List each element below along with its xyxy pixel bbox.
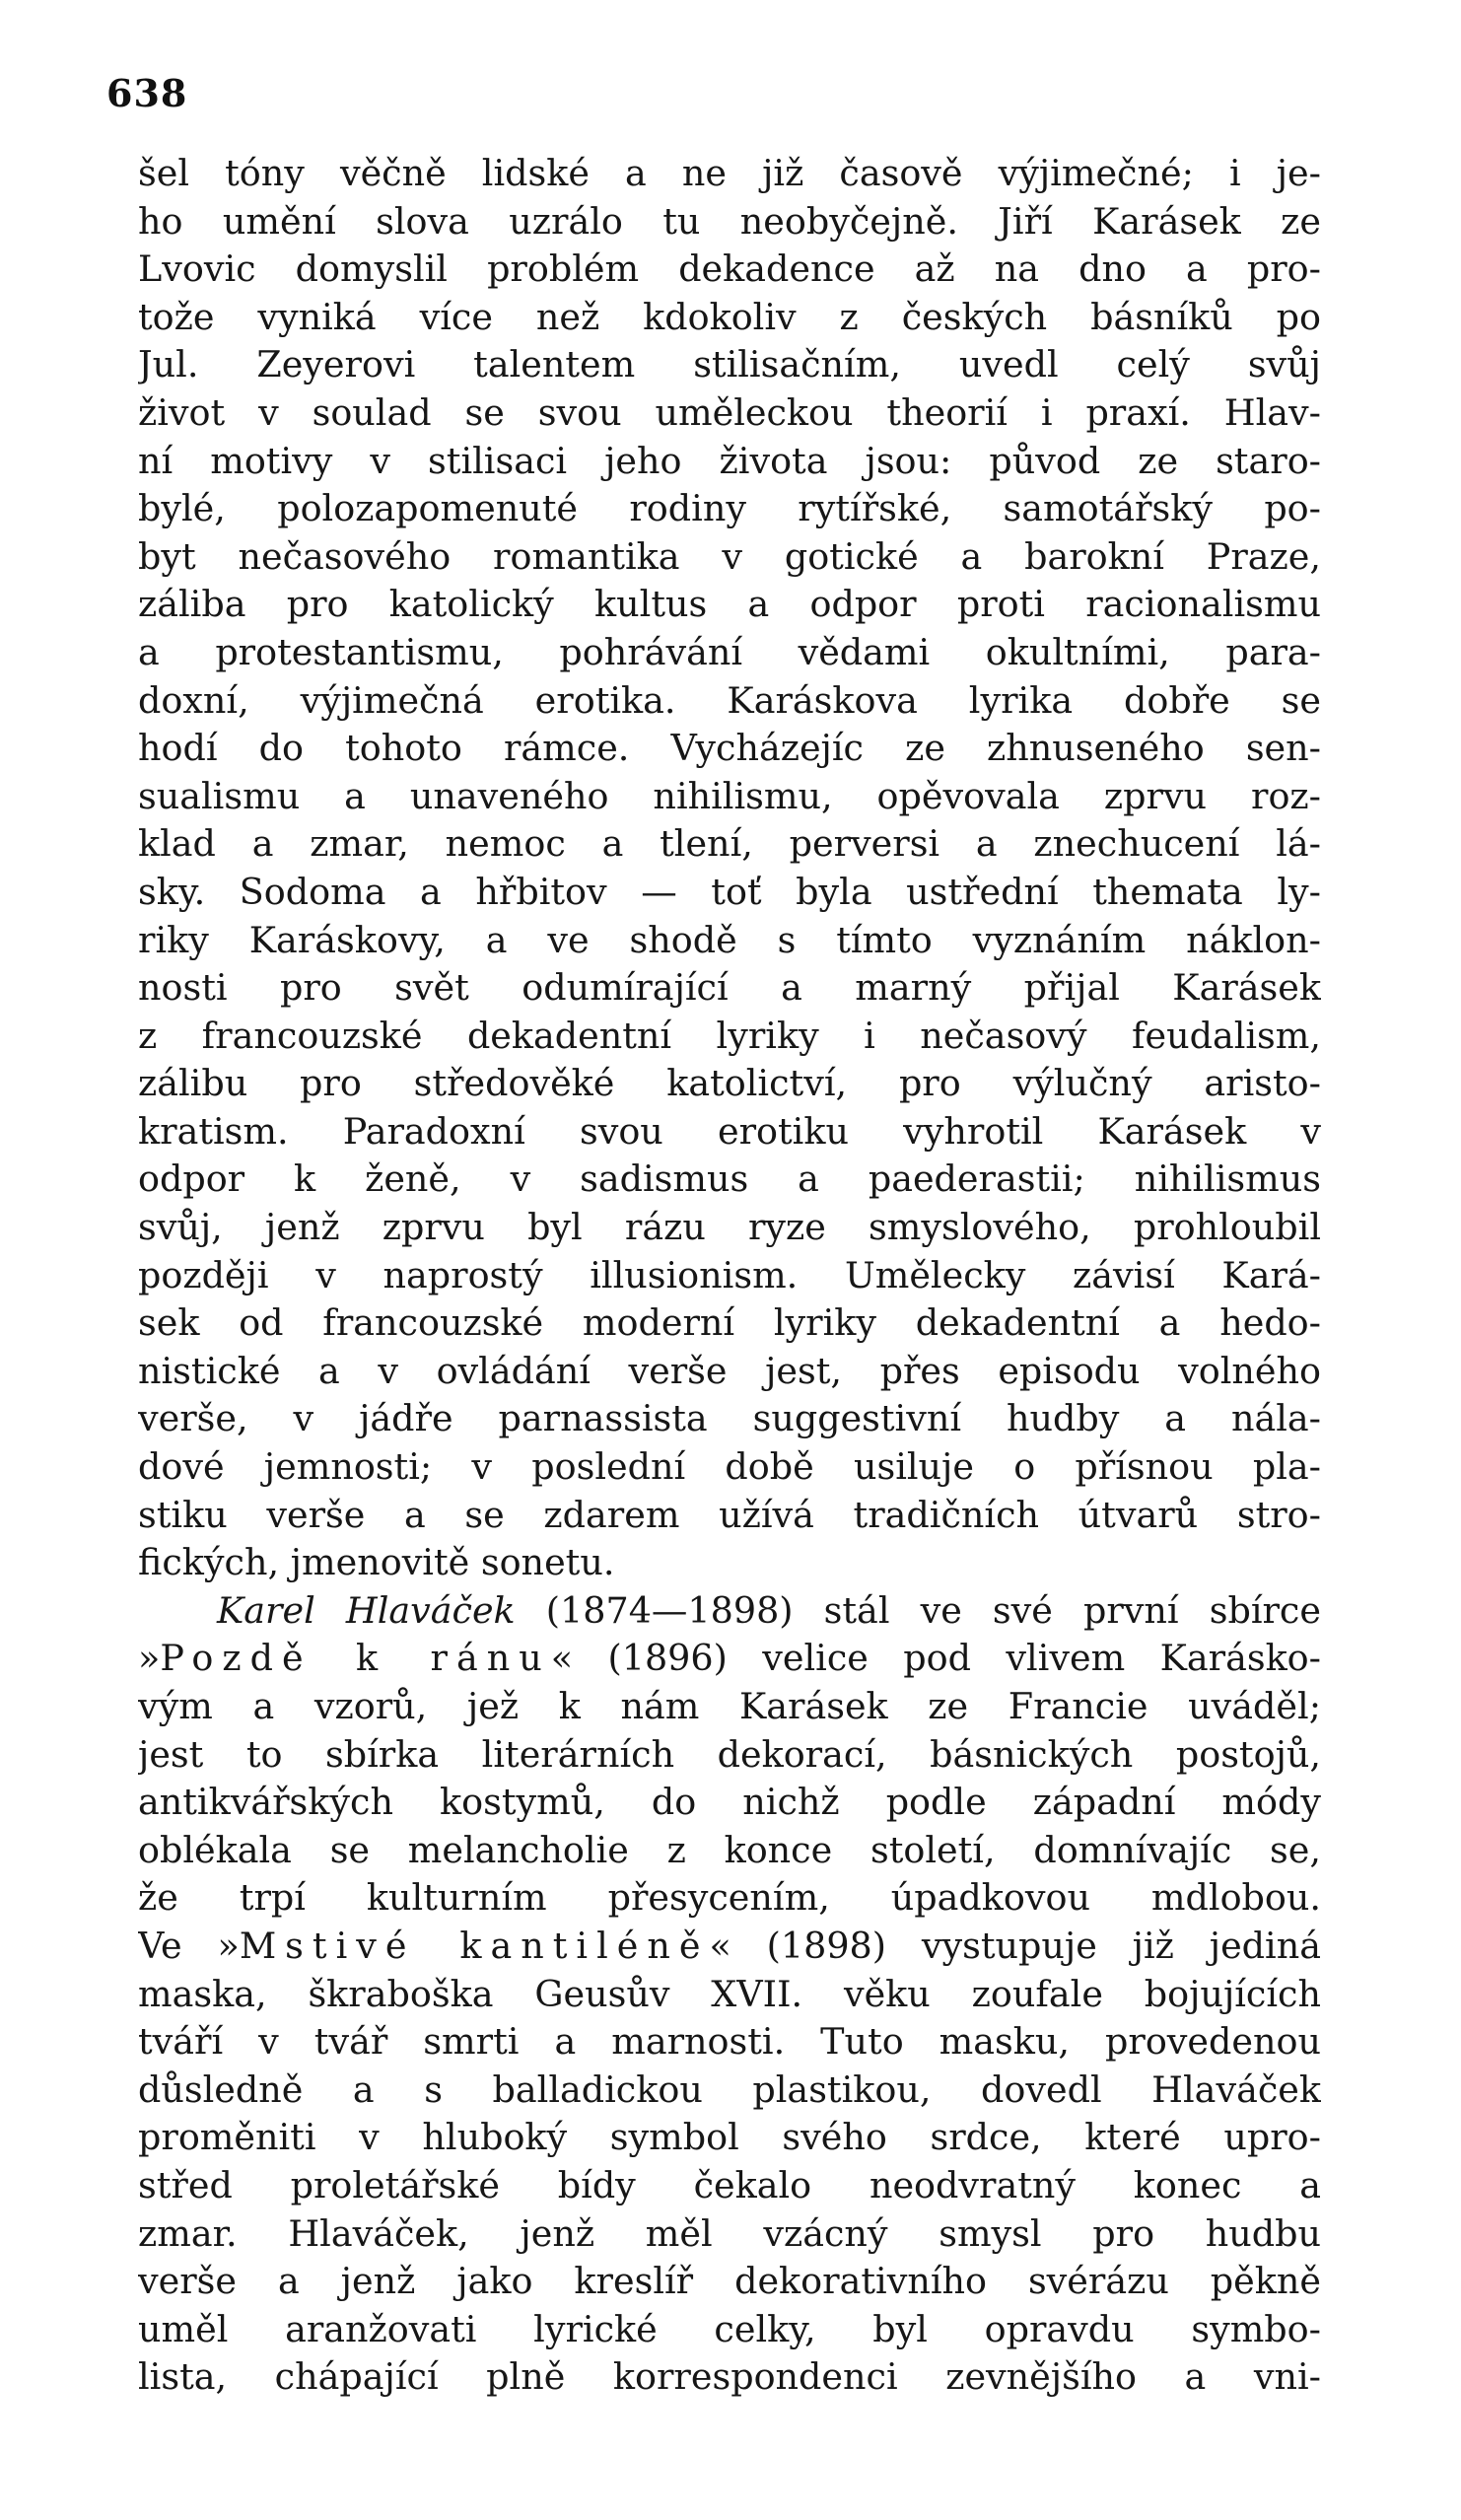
text-line: život v soulad se svou uměleckou theorií i praxí. Hlav- — [138, 390, 1321, 434]
paragraph-1 — [138, 150, 1321, 1587]
text-line: stiku verše a se zdarem užívá tradičních útvarů stro- — [138, 1493, 1321, 1536]
text-line: svůj, jenž zprvu byl rázu ryze smyslového, prohloubil — [138, 1206, 1321, 1249]
text-line: Karel Hlaváček (1874—1898) stál ve své první sbírce — [217, 1588, 1321, 1632]
text-line: oblékala se melancholie z konce století, domnívajíc se, — [138, 1828, 1321, 1871]
text-line: odpor k ženě, v sadismus a paederastii; nihilismus — [138, 1157, 1321, 1201]
text-line: Ve »Mstivé kantiléně« (1898) vystupuje již jediná — [138, 1924, 1321, 1967]
text-line: »Pozdě k ránu« (1896) velice pod vlivem Karásko- — [138, 1637, 1321, 1680]
text-line: zmar. Hlaváček, jenž měl vzácný smysl pro hudbu — [138, 2211, 1321, 2255]
text-line: sek od francouzské moderní lyriky dekadentní a hedo- — [138, 1301, 1321, 1345]
text-line: Jul. Zeyerovi talentem stilisačním, uvedl celý svůj — [138, 343, 1321, 386]
text-line: šel tóny věčně lidské a ne již časově výjimečné; i je- — [138, 152, 1321, 194]
text-line: tože vyniká více než kdokoliv z českých básníků po — [138, 295, 1321, 338]
text-line: verše, v jádře parnassista suggestivní hudby a nála- — [138, 1397, 1321, 1440]
text-line: důsledně a s balladickou plastikou, dovedl Hlaváček — [138, 2067, 1321, 2111]
text-line: maska, škraboška Geusův XVII. věku zoufale bojujících — [138, 1972, 1321, 2015]
text-line: doxní, výjimečná erotika. Karáskova lyrika dobře se — [138, 678, 1321, 722]
text-line: jest to sbírka literárních dekorací, básnických postojů, — [138, 1732, 1321, 1776]
text-line: proměniti v hluboký symbol svého srdce, které upro- — [138, 2116, 1321, 2159]
page-number: 638 — [106, 71, 188, 115]
text-line: sky. Sodoma a hřbitov — toť byla ustřední themata ly- — [138, 870, 1321, 913]
text-line: bylé, polozapomenuté rodiny rytířské, samotářský po- — [138, 487, 1321, 530]
text-line: riky Karáskovy, a ve shodě s tímto vyznáním náklon- — [138, 918, 1321, 961]
text-line: ní motivy v stilisaci jeho života jsou: původ ze staro- — [138, 439, 1321, 482]
text-line: zálibu pro středověké katolictví, pro výlučný aristo- — [138, 1062, 1321, 1105]
book-title: Mstivé kantiléně — [239, 1924, 710, 1967]
text-line: sualismu a unaveného nihilismu, opěvovala zprvu roz- — [138, 774, 1321, 817]
text-line: později v naprostý illusionism. Umělecky závisí Kará- — [138, 1253, 1321, 1296]
text-line: nosti pro svět odumírající a marný přijal Karásek — [138, 966, 1321, 1010]
text-line: byt nečasového romantika v gotické a barokní Praze, — [138, 534, 1321, 578]
text-line: dové jemnosti; v poslední době usiluje o přísnou pla- — [138, 1445, 1321, 1489]
text-line: záliba pro katolický kultus a odpor proti racionalismu — [138, 583, 1321, 626]
text-line: střed proletářské bídy čekalo neodvratný konec a — [138, 2163, 1321, 2206]
text-line: Lvovic domyslil problém dekadence až na dno a pro- — [138, 247, 1321, 291]
text-line: verše a jenž jako kreslíř dekorativního svérázu pěkně — [138, 2260, 1321, 2303]
text-line: uměl aranžovati lyrické celky, byl opravdu symbo- — [138, 2307, 1321, 2350]
author-name: Karel Hlaváček — [217, 1588, 516, 1632]
text-line: z francouzské dekadentní lyriky i nečasový feudalism, — [138, 1014, 1321, 1057]
text-line: tváří v tvář smrti a marnosti. Tuto masku, provedenou — [138, 2020, 1321, 2064]
text-line: vým a vzorů, jež k nám Karásek ze Francie uváděl; — [138, 1685, 1321, 1727]
body-text — [138, 150, 1321, 2402]
text-line: kratism. Paradoxní svou erotiku vyhrotil Karásek v — [138, 1109, 1321, 1153]
text-line: nistické a v ovládání verše jest, přes episodu volného — [138, 1349, 1321, 1392]
text-line: hodí do tohoto rámce. Vycházejíc ze zhnuseného sen- — [138, 727, 1321, 770]
paragraph-2 — [138, 1587, 1321, 2402]
text-line: lista, chápající plně korrespondenci zevnějšího a vni- — [138, 2355, 1321, 2399]
text-line: ho umění slova uzrálo tu neobyčejně. Jiří Karásek ze — [138, 199, 1321, 243]
text-line: fických, jmenovitě sonetu. — [138, 1541, 615, 1584]
text-line: klad a zmar, nemoc a tlení, perversi a znechucení lá- — [138, 822, 1321, 866]
text-line: antikvářských kostymů, do nichž podle západní módy — [138, 1781, 1321, 1824]
book-title: Pozdě k ránu — [160, 1637, 551, 1680]
text-line: že trpí kulturním přesycením, úpadkovou mdlobou. — [138, 1876, 1321, 1920]
text-line: a protestantismu, pohrávání vědami okultními, para- — [138, 630, 1321, 673]
